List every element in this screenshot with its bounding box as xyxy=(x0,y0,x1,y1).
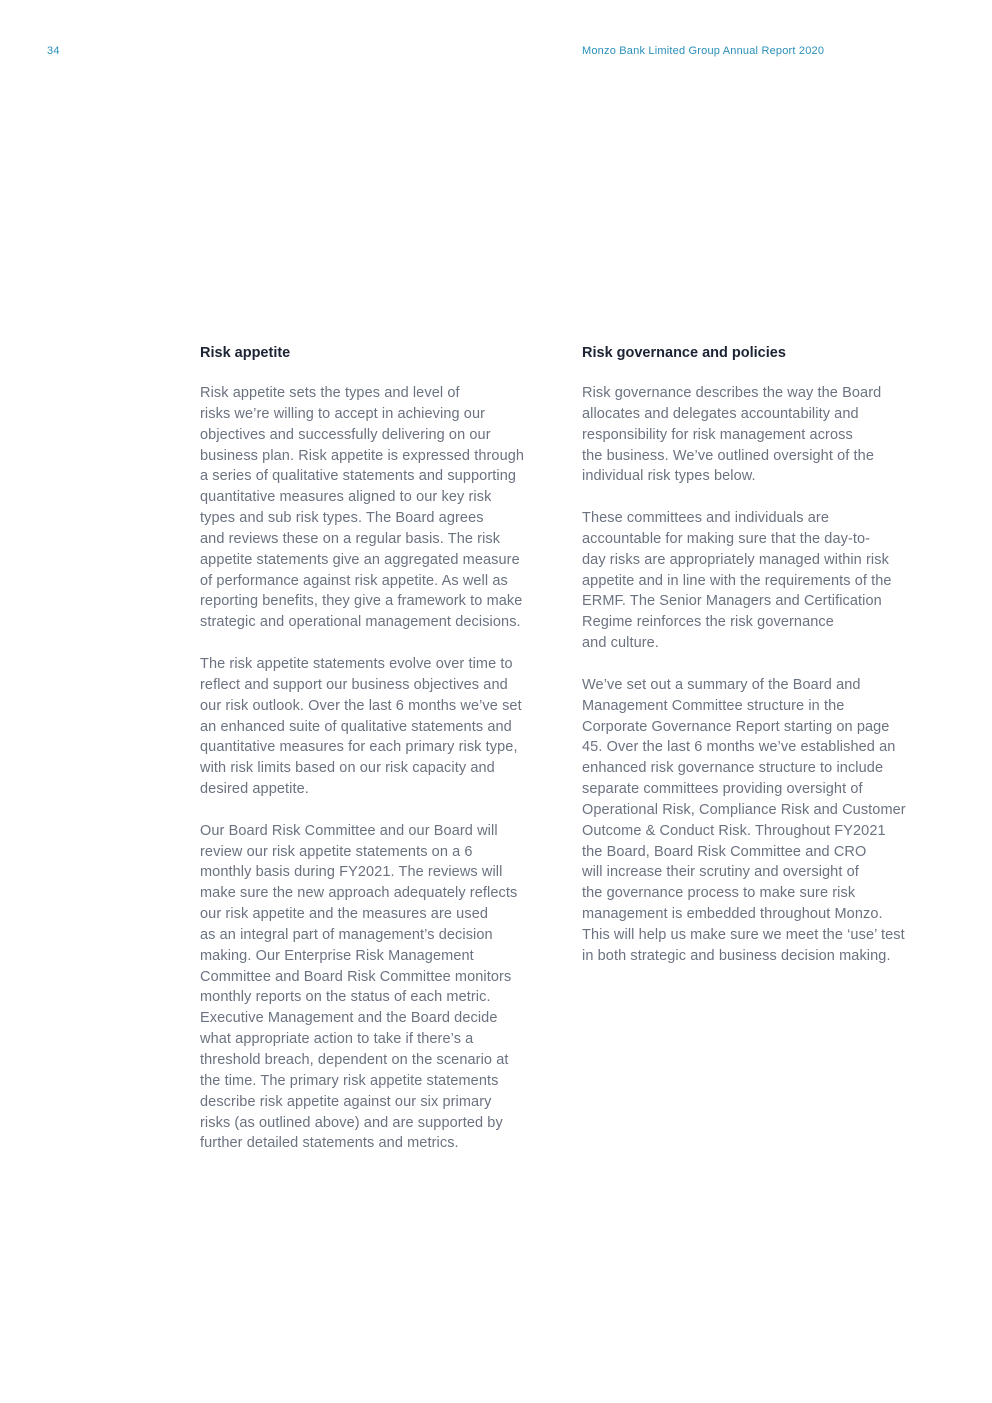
text-line: quantitative measures for each primary risk type, xyxy=(200,739,518,756)
report-title: Monzo Bank Limited Group Annual Report 2020 xyxy=(582,45,825,57)
text-line: and culture. xyxy=(582,635,659,652)
text-line: further detailed statements and metrics. xyxy=(200,1135,459,1152)
risk-governance-body xyxy=(582,383,948,967)
text-line: Outcome & Conduct Risk. Throughout FY2021 xyxy=(582,822,886,839)
text-line: reflect and support our business objectives and xyxy=(200,676,508,693)
text-line: our risk outlook. Over the last 6 months we’ve set xyxy=(200,697,522,714)
text-line: quantitative measures aligned to our key risk xyxy=(200,489,492,506)
text-line: Our Board Risk Committee and our Board will xyxy=(200,822,498,839)
text-line: business plan. Risk appetite is expressed through xyxy=(200,447,525,464)
page-number: 34 xyxy=(47,45,60,57)
text-line: with risk limits based on our risk capacity and xyxy=(200,760,495,777)
text-line: individual risk types below. xyxy=(582,468,756,485)
text-line: of performance against risk appetite. As well as xyxy=(200,572,508,589)
risk-appetite-column xyxy=(200,343,566,1175)
text-line: enhanced risk governance structure to include xyxy=(582,760,884,777)
text-line: responsibility for risk management across xyxy=(582,426,853,443)
text-line: management is embedded throughout Monzo. xyxy=(582,906,883,923)
text-line: This will help us make sure we meet the ‘use’ test xyxy=(582,926,905,943)
text-line: Committee and Board Risk Committee monitors xyxy=(200,968,512,985)
text-line: will increase their scrutiny and oversight of xyxy=(582,864,859,881)
text-line: what appropriate action to take if there’s a xyxy=(200,1031,474,1048)
text-line: the time. The primary risk appetite statements xyxy=(200,1072,499,1089)
text-line: risks we’re willing to accept in achieving our xyxy=(200,405,486,422)
text-line: monthly reports on the status of each metric. xyxy=(200,989,491,1006)
text-line: risks (as outlined above) and are supported by xyxy=(200,1114,503,1131)
text-line: These committees and individuals are xyxy=(582,510,829,527)
paragraph xyxy=(200,383,566,633)
text-line: make sure the new approach adequately reflects xyxy=(200,885,518,902)
text-line: appetite statements give an aggregated measure xyxy=(200,551,520,568)
text-line: and reviews these on a regular basis. The risk xyxy=(200,530,501,547)
text-line: review our risk appetite statements on a 6 xyxy=(200,843,473,860)
text-line: making. Our Enterprise Risk Management xyxy=(200,947,474,964)
text-line: describe risk appetite against our six primary xyxy=(200,1093,492,1110)
text-line: accountable for making sure that the day-to- xyxy=(582,530,871,547)
text-line: monthly basis during FY2021. The reviews will xyxy=(200,864,503,881)
text-line: the Board, Board Risk Committee and CRO xyxy=(582,843,867,860)
text-line: Regime reinforces the risk governance xyxy=(582,614,834,631)
text-line: day risks are appropriately managed within risk xyxy=(582,551,889,568)
text-line: 45. Over the last 6 months we’ve established an xyxy=(582,739,896,756)
risk-governance-heading: Risk governance and policies xyxy=(582,345,786,361)
risk-appetite-heading: Risk appetite xyxy=(200,345,291,361)
text-line: our risk appetite and the measures are used xyxy=(200,906,489,923)
text-line: in both strategic and business decision making. xyxy=(582,947,891,964)
text-line: We’ve set out a summary of the Board and xyxy=(582,676,861,693)
text-line: an enhanced suite of qualitative statements and xyxy=(200,718,512,735)
paragraph xyxy=(582,383,948,487)
text-line: the governance process to make sure risk xyxy=(582,885,856,902)
text-line: The risk appetite statements evolve over time to xyxy=(200,655,513,672)
paragraph xyxy=(200,821,566,1155)
text-line: Operational Risk, Compliance Risk and Customer xyxy=(582,801,906,818)
text-line: appetite and in line with the requirements of the xyxy=(582,572,892,589)
paragraph xyxy=(582,508,948,654)
text-line: as an integral part of management’s decision xyxy=(200,926,493,943)
text-line: ERMF. The Senior Managers and Certification xyxy=(582,593,882,610)
text-line: Risk appetite sets the types and level of xyxy=(200,385,460,401)
text-line: Risk governance describes the way the Board xyxy=(582,385,882,401)
risk-governance-column xyxy=(582,343,948,987)
paragraph xyxy=(200,654,566,800)
text-line: objectives and successfully delivering on our xyxy=(200,426,491,443)
text-line: Executive Management and the Board decide xyxy=(200,1010,498,1027)
text-line: separate committees providing oversight of xyxy=(582,781,863,798)
text-line: strategic and operational management decisions. xyxy=(200,614,521,631)
paragraph xyxy=(582,675,948,967)
text-line: desired appetite. xyxy=(200,781,309,798)
text-line: threshold breach, dependent on the scenario at xyxy=(200,1052,509,1068)
text-line: a series of qualitative statements and supporting xyxy=(200,468,517,485)
text-line: the business. We’ve outlined oversight of the xyxy=(582,447,874,464)
text-line: Corporate Governance Report starting on page xyxy=(582,718,890,735)
risk-appetite-body xyxy=(200,383,566,1154)
text-line: Management Committee structure in the xyxy=(582,697,845,714)
text-line: allocates and delegates accountability and xyxy=(582,405,859,422)
text-line: reporting benefits, they give a framework to make xyxy=(200,593,523,610)
text-line: types and sub risk types. The Board agrees xyxy=(200,510,484,527)
